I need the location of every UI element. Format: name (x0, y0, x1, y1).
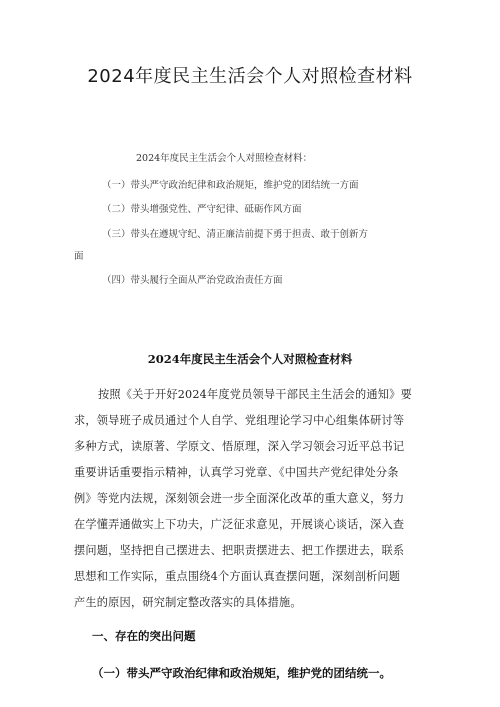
paragraph-line: 产生的原因，研究制定整改落实的具体措施。 (74, 596, 302, 609)
toc-item: （二）带头增强党性、严守纪律、砥砺作风方面 (102, 204, 302, 215)
toc-item-continuation: 面 (74, 251, 84, 262)
paragraph-line: 求，领导班子成员通过个人自学、党组理论学习中心组集体研讨等 (74, 414, 405, 427)
paragraph-line: 例》等党内法规，深刻领会进一步全面深化改革的重大意义，努力 (74, 492, 405, 505)
paragraph-line: 多种方式，读原著、学原文、悟原理，深入学习领会习近平总书记 (74, 440, 405, 453)
heading-level-1: 一、存在的突出问题 (92, 629, 196, 643)
heading-level-2: （一）带头严守政治纪律和政治规矩，维护党的团结统一。 (92, 666, 391, 680)
paragraph-line: 思想和工作实际，重点围绕4个方面认真查摆问题，深刻剖析问题 (74, 570, 401, 583)
toc-item: （一）带头严守政治纪律和政治规矩，维护党的团结统一方面 (102, 180, 359, 191)
toc-heading: 2024年度民主生活会个人对照检查材料： (136, 153, 313, 164)
section-title: 2024年度民主生活会个人对照检查材料 (147, 352, 353, 366)
paragraph-line: 按照《关于开好2024年度党员领导干部民主生活会的通知》要 (98, 388, 412, 401)
document-title: 2024年度民主生活会个人对照检查材料 (87, 66, 413, 87)
paragraph-line: 摆问题，坚持把自己摆进去、把职责摆进去、把工作摆进去，联系 (74, 544, 405, 557)
toc-item: （三）带头在遵规守纪、清正廉洁前提下勇于担责、敢于创新方 (102, 229, 369, 240)
paragraph-line: 重要讲话重要指示精神，认真学习党章、《中国共产党纪律处分条 (74, 466, 399, 479)
paragraph-line: 在学懂弄通做实上下功夫，广泛征求意见，开展谈心谈话，深入查 (74, 518, 405, 531)
toc-item: （四）带头履行全面从严治党政治责任方面 (102, 275, 283, 286)
